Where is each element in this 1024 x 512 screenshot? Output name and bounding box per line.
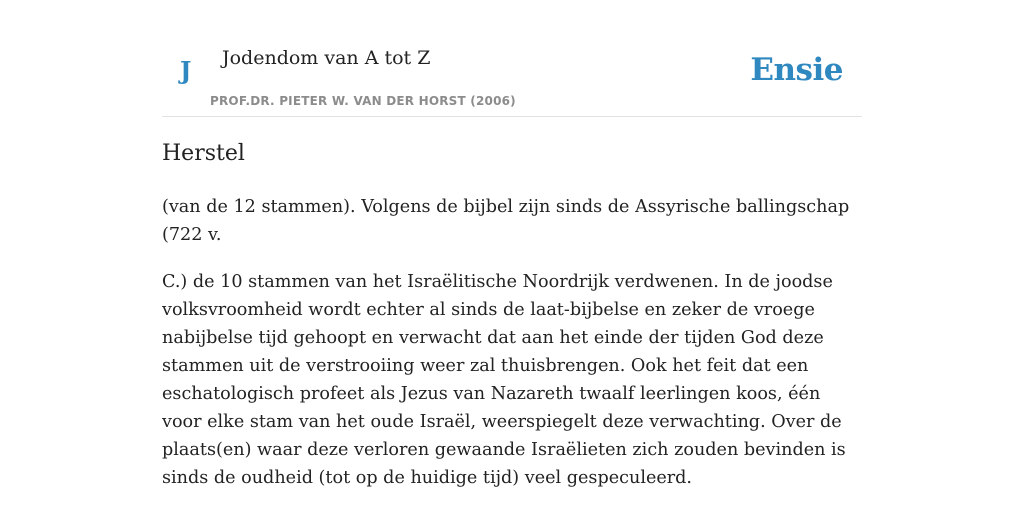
book-header xyxy=(162,0,862,117)
book-logo-letter[interactable]: J xyxy=(180,56,192,85)
book-author-line: PROF.DR. PIETER W. VAN DER HORST (2006) xyxy=(210,94,516,108)
entry-body xyxy=(162,193,862,511)
book-title-link[interactable]: Jodendom van A tot Z xyxy=(222,47,431,69)
entry-paragraph: (van de 12 stammen). Volgens de bijbel zijn sinds de Assyrische ballingschap (722 v. xyxy=(162,197,850,245)
entry-title: Herstel xyxy=(162,141,245,166)
ensie-brand-logo[interactable]: Ensie xyxy=(750,52,843,88)
entry-paragraph: C.) de 10 stammen van het Israëlitische Noordrijk verdwenen. In de joodse volksvroomheid wordt echter al sinds de laat-bijbelse en zeker de vroege nabijbelse tijd gehoopt en verwacht dat aan het einde der tijden God deze stammen uit de verstrooiing weer zal thuisbrengen. Ook het feit dat een eschatologisch profeet als Jezus van Nazareth twaalf leerlingen koos, één voor elke stam van het oude Israël, weerspiegelt deze verwachting. Over de plaats(en) waar deze verloren gewaande Israëlieten zich zouden bevinden is sinds de oudheid (tot op de huidige tijd) veel gespeculeerd. xyxy=(162,272,846,488)
